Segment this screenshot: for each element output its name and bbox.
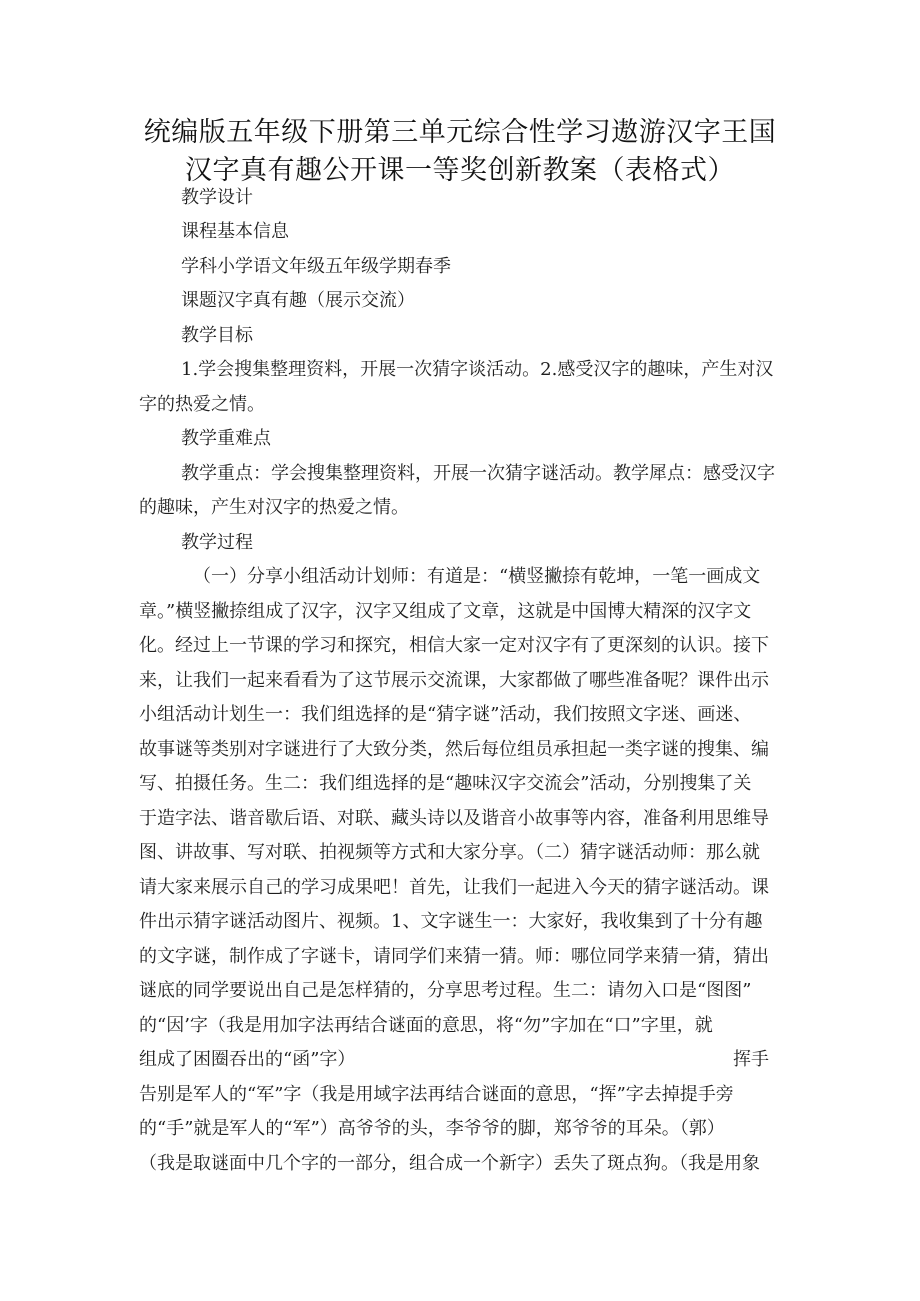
- process-line: 章。”横竖撇捺组成了汉字，汉字又组成了文章，这就是中国博大精深的汉字文: [139, 601, 752, 622]
- right-aligned-fragment: 挥手: [733, 1049, 769, 1070]
- process-line: 组成了困圈吞出的“函”字）: [139, 1049, 356, 1070]
- goals-text-line-1: 1.学会搜集整理资料，开展一次猜字谈活动。2.感受汉字的趣味，产生对汉: [181, 359, 774, 380]
- heading-key-points: 教学重难点: [181, 428, 271, 449]
- process-line: 故事谜等类别对字谜进行了大致分类，然后每位组员承担起一类字谜的搜集、编: [139, 739, 769, 760]
- process-line: 谜底的同学要说出自己是怎样猜的，分享思考过程。生二：请勿入口是“图图”: [139, 980, 752, 1001]
- process-line: 告别是军人的“军”字（我是用域字法再结合谜面的意思，“挥”字去掉提手旁: [139, 1084, 734, 1105]
- process-line: 图、讲故事、写对联、拍视频等方式和大家分享。（二）猜字谜活动师：那么就: [139, 842, 760, 863]
- process-line: 的“因’字（我是用加字法再结合谜面的意思，将“勿”字加在“口”字里，就: [139, 1015, 713, 1036]
- process-line: 件出示猜字谜活动图片、视频。1、文字谜生一：大家好，我收集到了十分有趣: [139, 911, 763, 932]
- process-line: 化。经过上一节课的学习和探究，相信大家一定对汉字有了更深刻的认识。接下: [139, 635, 769, 656]
- goals-text-line-2: 字的热爱之情。: [139, 394, 265, 415]
- process-line: 的“手”就是军人的“军”）高爷爷的头，李爷爷的脚，郑爷爷的耳朵。（郭）: [139, 1118, 725, 1139]
- process-line: 小组活动计划生一：我们组选择的是“猜字谜”活动，我们按照文字迷、画迷、: [139, 704, 752, 725]
- process-line: 的文字谜，制作成了字谜卡，请同学们来猜一猜。师：哪位同学来猜一猜，猜出: [139, 946, 769, 967]
- heading-teaching-design: 教学设计: [181, 187, 253, 208]
- heading-basic-info: 课程基本信息: [181, 221, 289, 242]
- heading-goals: 教学目标: [181, 325, 253, 346]
- process-line: 请大家来展示自己的学习成果吧！首先，让我们一起进入今天的猜字谜活动。课: [139, 877, 769, 898]
- process-line: 来，让我们一起来看看为了这节展示交流课，大家都做了哪些准备呢？课件出示: [139, 670, 769, 691]
- key-points-line-2: 的趣味，产生对汉字的热爱之情。: [139, 497, 409, 518]
- process-line: 于造字法、谐音歇后语、对联、藏头诗以及谐音小故事等内容，准备利用思维导: [139, 808, 769, 829]
- document-title-line-2: 汉字真有趣公开课一等奖创新教案（表格式）: [185, 155, 735, 186]
- process-line: （一）分享小组活动计划师：有道是：“横竖撇捺有乾坤，一笔一画成文: [193, 566, 761, 587]
- process-line: 写、拍摄任务。生二：我们组选择的是“趣味汉字交流会”活动，分别搜集了关: [139, 773, 752, 794]
- heading-process: 教学过程: [181, 532, 253, 553]
- key-points-line-1: 教学重点：学会搜集整理资料，开展一次猜字谜活动。教学犀点：感受汉字: [181, 463, 775, 484]
- process-line: （我是取谜面中几个字的一部分，组合成一个新字）丢失了斑点狗。（我是用象: [139, 1153, 760, 1174]
- topic-info: 课题汉字真有趣（展示交流）: [181, 290, 415, 311]
- document-title-line-1: 统编版五年级下册第三单元综合性学习遨游汉字王国: [143, 117, 777, 148]
- subject-info: 学科小学语文年级五年级学期春季: [181, 256, 451, 277]
